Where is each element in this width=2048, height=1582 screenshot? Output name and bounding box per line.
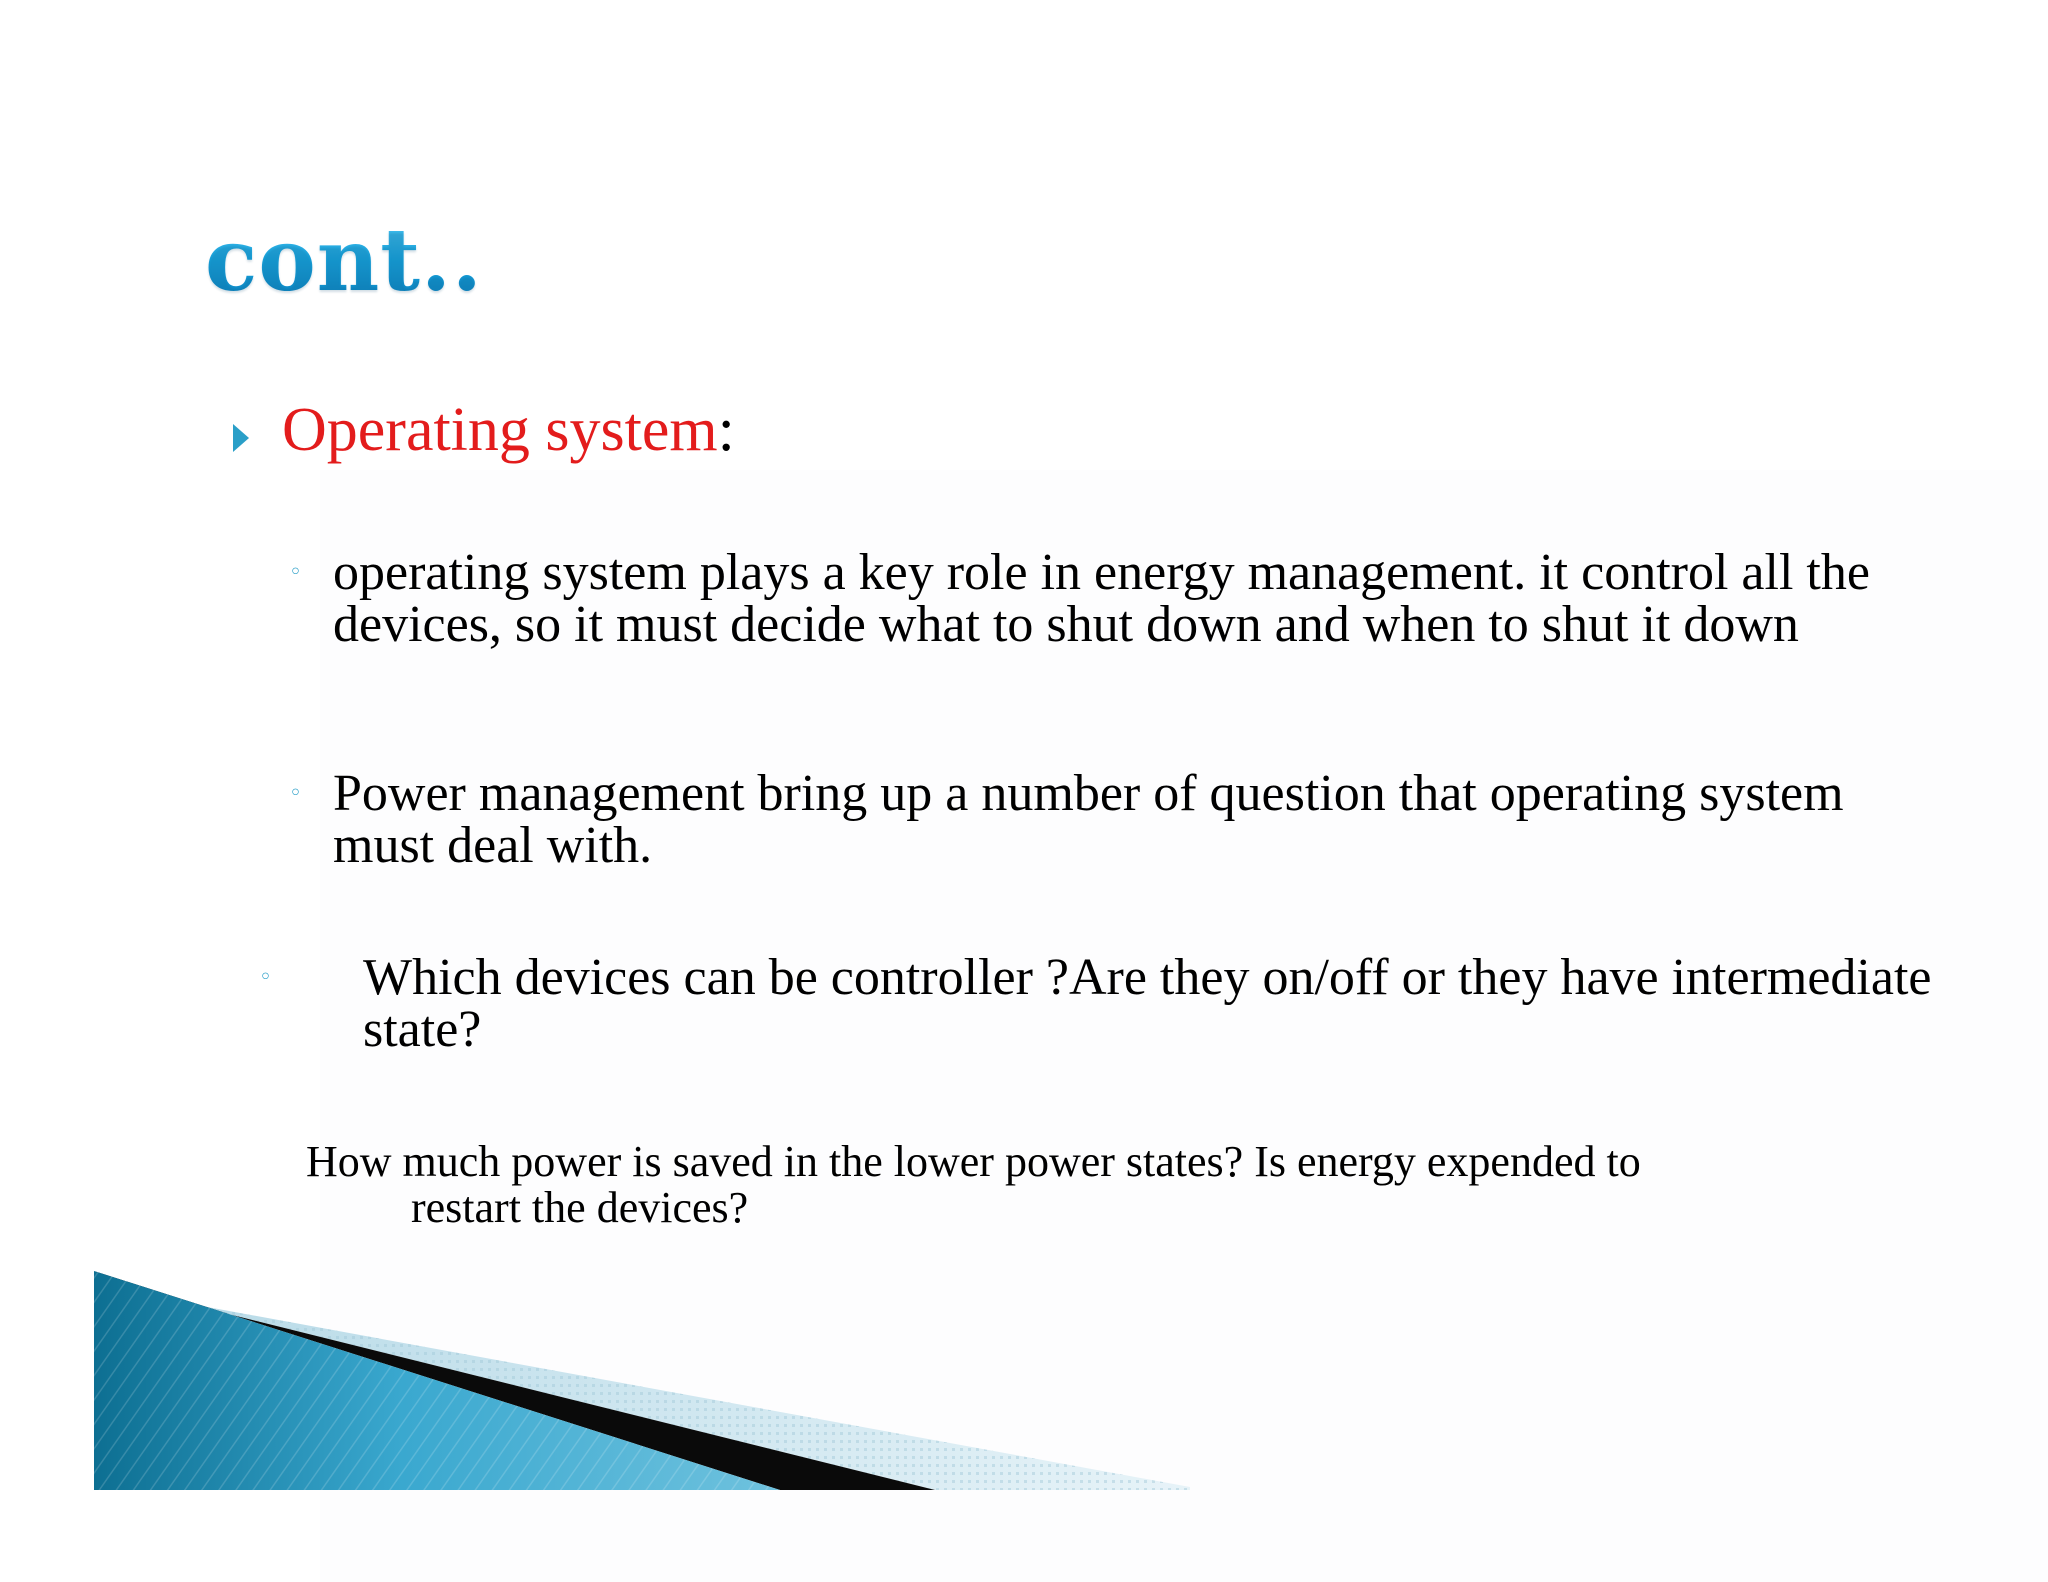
slide-title: cont.. bbox=[205, 210, 483, 311]
bullet-text-os-role: operating system plays a key role in energy management. it control all the devices, so it must decide what to shut down and when to shut it down bbox=[333, 544, 1870, 653]
plain-note-line-1: How much power is saved in the lower power states? Is energy expended to bbox=[306, 1137, 1641, 1186]
decorative-swoosh bbox=[0, 1240, 2048, 1582]
heading-punctuation: : bbox=[717, 396, 735, 464]
ring-bullet-icon: ◦ bbox=[289, 560, 302, 585]
ring-bullet-icon: ◦ bbox=[259, 965, 272, 990]
bullet-text-power-management: Power management bring up a number of question that operating system must deal with. bbox=[333, 765, 1844, 874]
section-heading bbox=[282, 396, 735, 464]
plain-note-line-2: restart the devices? bbox=[411, 1183, 749, 1232]
bullet-text-device-control: Which devices can be controller ?Are they on/off or they have intermediate state? bbox=[363, 949, 1932, 1058]
heading-term: Operating system bbox=[282, 396, 718, 464]
ring-bullet-icon: ◦ bbox=[289, 781, 302, 806]
triangle-right-icon bbox=[232, 423, 250, 453]
plain-note bbox=[306, 1139, 2006, 1231]
